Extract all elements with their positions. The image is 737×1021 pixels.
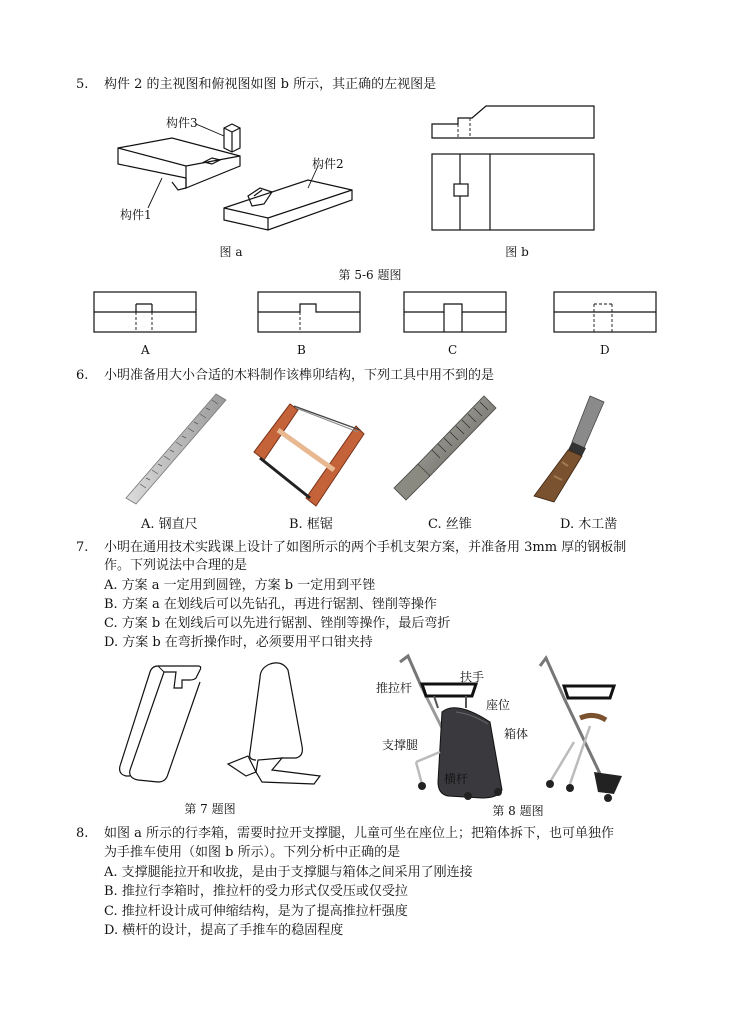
question-8-option-b: B. 推拉行李箱时，推拉杆的受力形式仅受压或仅受拉 xyxy=(104,884,408,899)
figure-7-caption: 第 7 题图 xyxy=(184,802,236,816)
question-7-option-d: D. 方案 b 在弯折操作时，必须要用平口钳夹持 xyxy=(104,635,373,650)
phone-stand-b-drawing xyxy=(222,660,332,786)
figure-b-caption: 图 b xyxy=(505,245,529,259)
option-steel-ruler: A. 钢直尺 xyxy=(141,517,198,532)
option-d-left-view xyxy=(552,290,658,336)
question-6-text: 小明准备用大小合适的木料制作该榫卯结构，下列工具中用不到的是 xyxy=(104,368,495,383)
phone-stand-a-drawing xyxy=(118,658,218,788)
figure-8-caption: 第 8 题图 xyxy=(492,804,544,818)
option-a-left-view xyxy=(92,290,198,336)
frame-saw-image xyxy=(250,386,370,508)
question-8-number: 8. xyxy=(76,826,89,841)
option-wood-chisel: D. 木工凿 xyxy=(560,517,618,532)
label-support-leg: 支撑腿 xyxy=(382,738,419,752)
question-8-option-c: C. 推拉杆设计成可伸缩结构，是为了提高推拉杆强度 xyxy=(104,904,408,919)
option-b-label: B xyxy=(297,343,306,357)
question-7-option-c: C. 方案 b 在划线后可以先进行锯割、锉削等操作，最后弯折 xyxy=(104,616,451,631)
figure-5b-orthographic-views xyxy=(430,104,600,234)
question-8-option-a: A. 支撑腿能拉开和收拢，是由于支撑腿与箱体之间采用了刚连接 xyxy=(104,865,473,880)
option-b-left-view xyxy=(256,290,362,336)
figure-8b-stroller xyxy=(534,652,634,802)
label-part-3: 构件3 xyxy=(166,116,198,130)
option-a-label: A xyxy=(141,343,150,357)
option-tap: C. 丝锥 xyxy=(428,517,472,532)
wood-chisel-image xyxy=(524,390,624,508)
question-6-number: 6. xyxy=(76,368,89,383)
option-d-label: D xyxy=(600,343,610,357)
label-box: 箱体 xyxy=(504,727,529,741)
question-8-option-d: D. 横杆的设计，提高了手推车的稳固程度 xyxy=(104,923,344,938)
label-seat: 座位 xyxy=(486,698,511,712)
label-part-2: 构件2 xyxy=(312,157,344,171)
label-part-1: 构件1 xyxy=(120,208,152,222)
figure-5-6-caption: 第 5-6 题图 xyxy=(338,268,402,282)
figure-a-caption: 图 a xyxy=(219,245,243,259)
question-8-text-line-2: 为手推车使用（如图 b 所示）。下列分析中正确的是 xyxy=(104,845,401,860)
steel-ruler-image xyxy=(122,392,232,507)
option-frame-saw: B. 框锯 xyxy=(289,517,333,532)
question-5-number: 5. xyxy=(76,77,89,92)
question-7-text-line-2: 作。下列说法中合理的是 xyxy=(104,558,248,573)
question-7-number: 7. xyxy=(76,540,89,555)
label-crossbar: 横杆 xyxy=(444,772,469,786)
label-push-rod: 推拉杆 xyxy=(376,681,413,695)
question-8-text-line-1: 如图 a 所示的行李箱，需要时拉开支撑腿，儿童可坐在座位上；把箱体拆下，也可单独作 xyxy=(104,826,615,841)
option-c-left-view xyxy=(402,290,508,336)
question-5-text: 构件 2 的主视图和俯视图如图 b 所示，其正确的左视图是 xyxy=(104,77,437,92)
option-c-label: C xyxy=(448,343,458,357)
label-handle: 扶手 xyxy=(460,670,485,684)
question-7-option-a: A. 方案 a 一定用到圆锉，方案 b 一定用到平锉 xyxy=(104,578,376,593)
tap-image xyxy=(388,392,500,508)
question-7-option-b: B. 方案 a 在划线后可以先钻孔，再进行锯割、锉削等操作 xyxy=(104,597,437,612)
question-7-text-line-1: 小明在通用技术实践课上设计了如图所示的两个手机支架方案，并准备用 3mm 厚的钢板制 xyxy=(104,540,627,555)
